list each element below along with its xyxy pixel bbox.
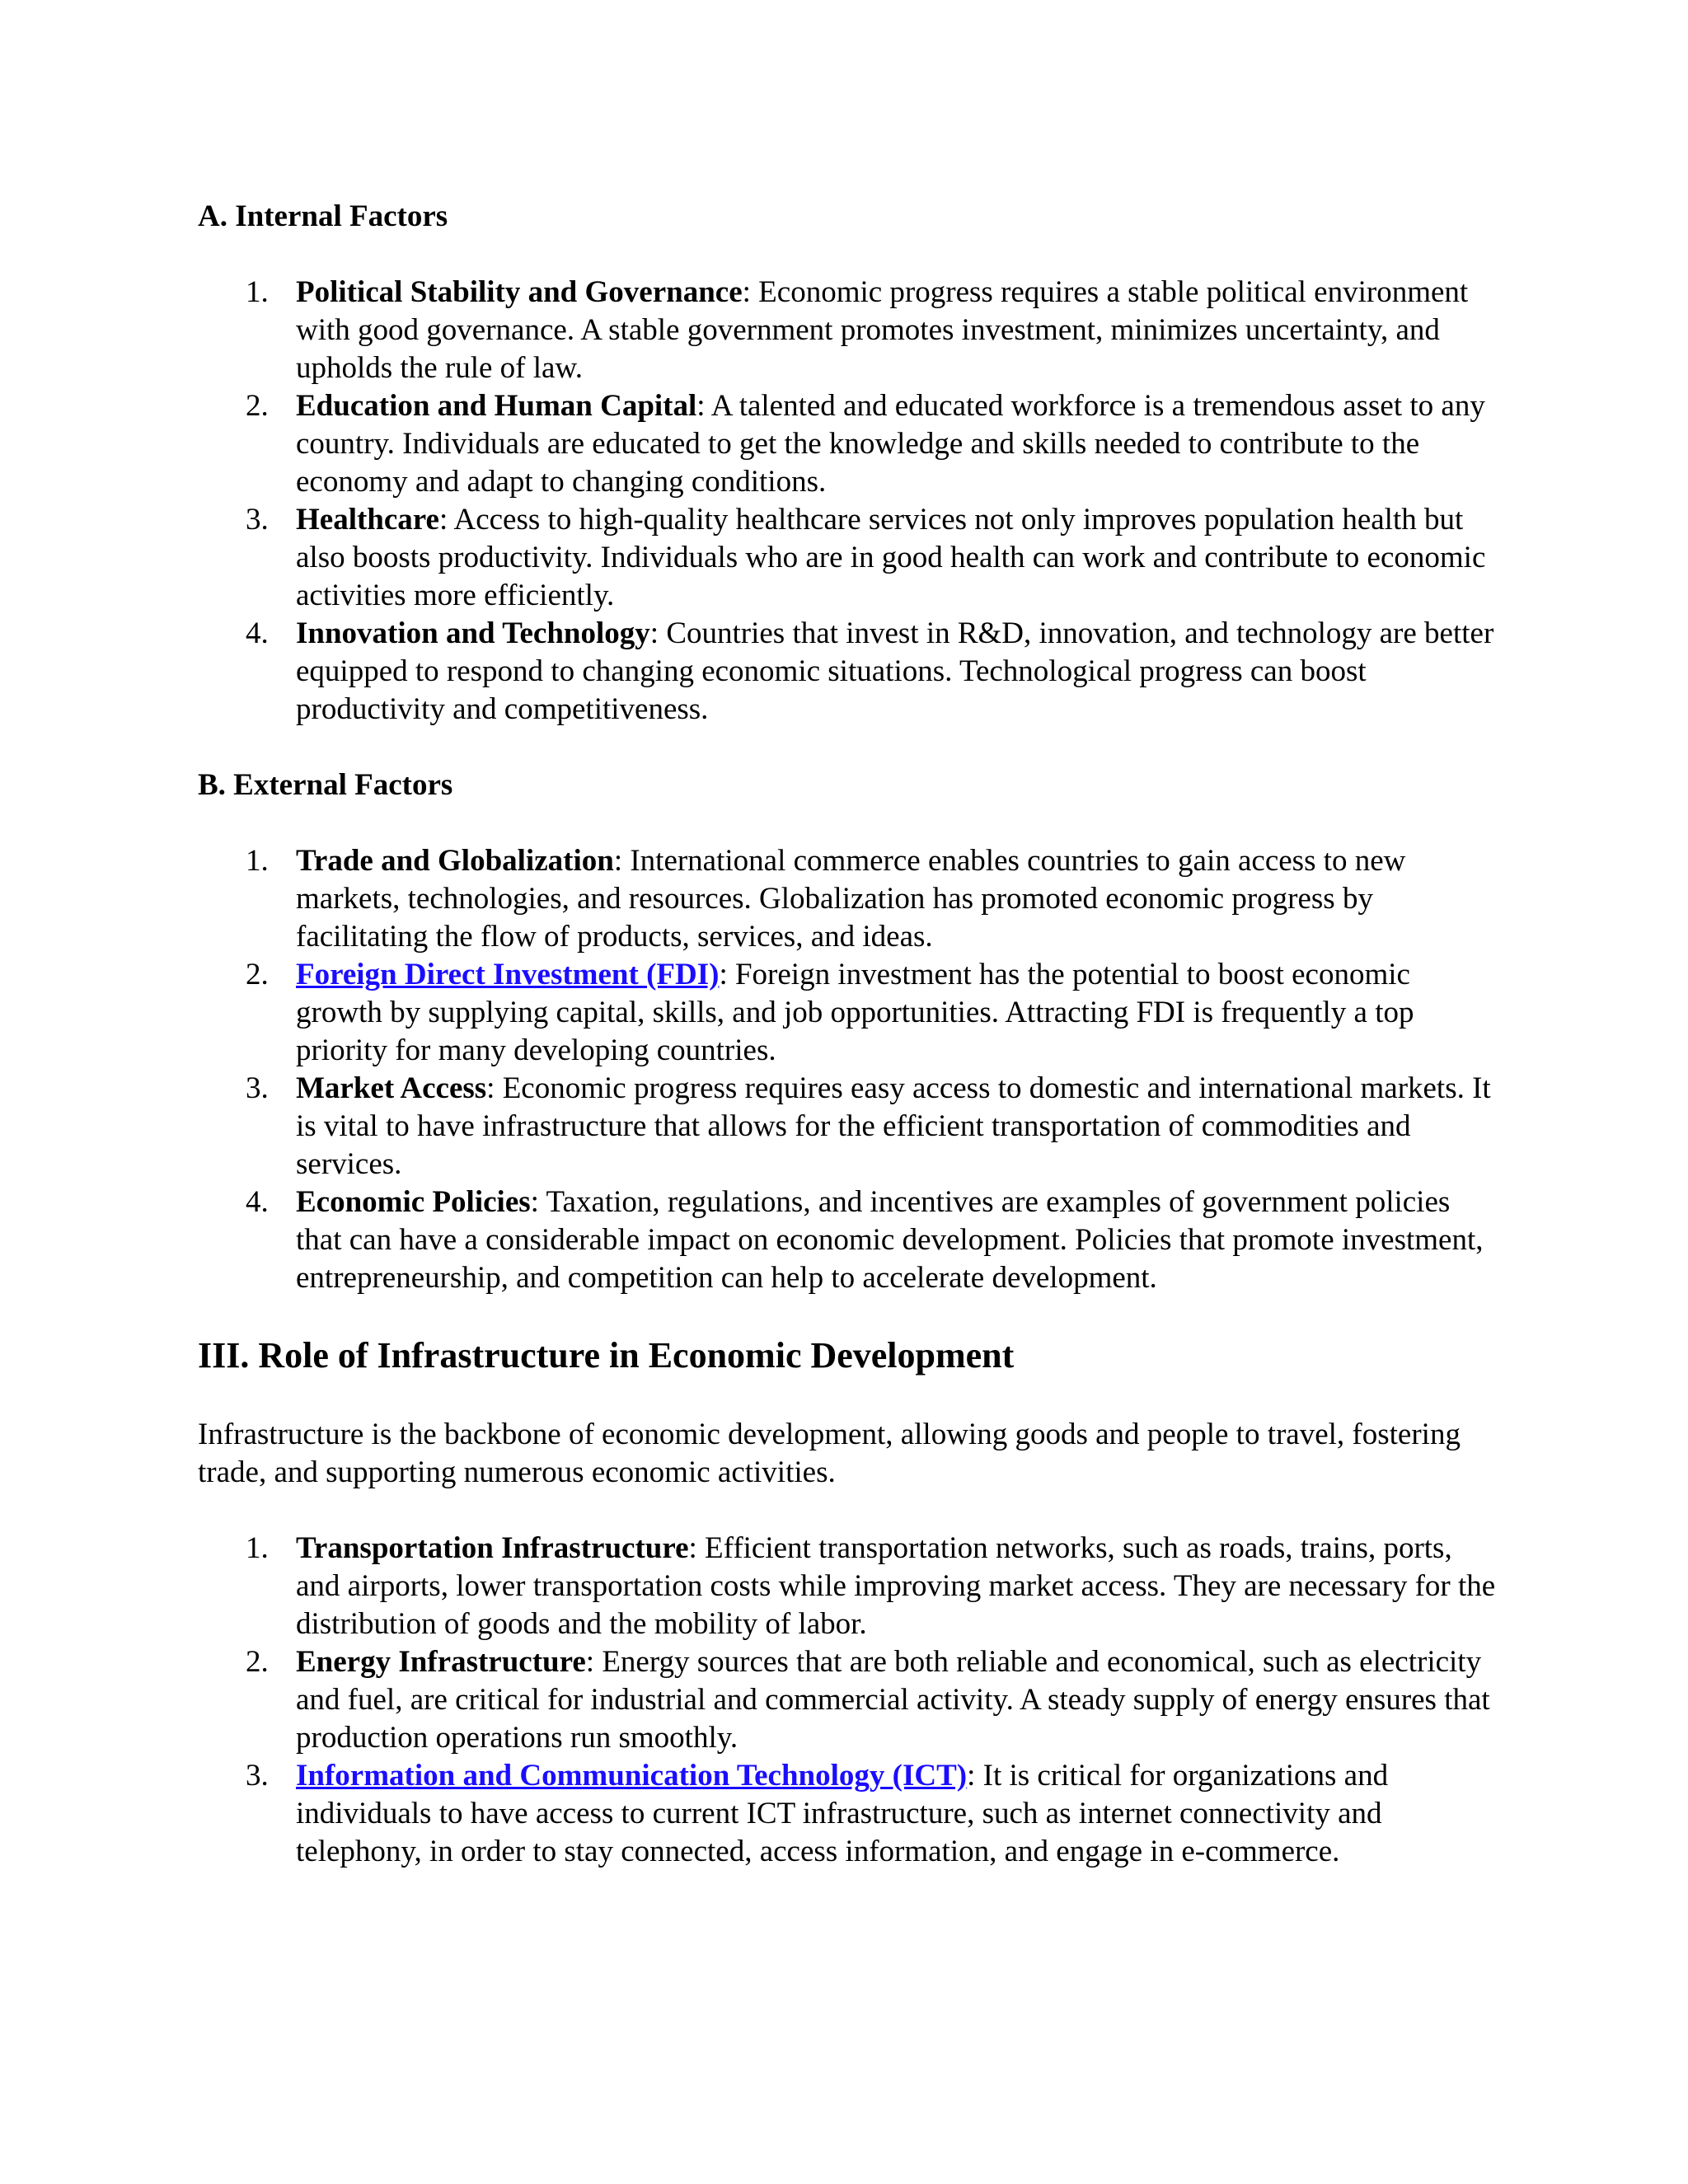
list-item: [198, 1643, 1500, 1757]
list-item: [198, 956, 1500, 1070]
ict-link[interactable]: Information and Communication Technology (ICT): [296, 1759, 968, 1793]
list-number: 4.: [246, 1185, 269, 1219]
factor-text: : Access to high-quality healthcare services not only improves population health but also boosts productivity. Individuals who are in good health can work and contribute to economic activities more efficiently.: [296, 503, 1486, 612]
external-factors-heading: B. External Factors: [198, 768, 453, 802]
external-factors-list: [198, 842, 1500, 1297]
factor-term: Innovation and Technology: [296, 616, 650, 650]
factor-text: : It is critical for organizations and individuals to have access to current ICT infrastructure, such as internet connectivity and telephony, in order to stay connected, access information, and engage in e-commerce.: [296, 1759, 1389, 1868]
list-item: [198, 1183, 1500, 1297]
factor-term: Transportation Infrastructure: [296, 1531, 689, 1565]
infrastructure-heading: III. Role of Infrastructure in Economic Development: [198, 1335, 1015, 1376]
list-item: [198, 1530, 1500, 1643]
factor-term: Market Access: [296, 1071, 487, 1105]
factor-text: : Foreign investment has the potential to boost economic growth by supplying capital, skills, and job opportunities. Attracting FDI is frequently a top priority for many developing countries.: [296, 958, 1414, 1067]
internal-factors-heading: A. Internal Factors: [198, 199, 448, 233]
factor-text: : Economic progress requires easy access to domestic and international markets. It is vital to have infrastructure that allows for the efficient transportation of commodities and services.: [296, 1071, 1491, 1181]
list-item: [198, 842, 1500, 956]
list-number: 1.: [246, 1531, 269, 1565]
list-number: 3.: [246, 1759, 269, 1793]
factor-text: : Efficient transportation networks, such as roads, trains, ports, and airports, lower transportation costs while improving market access. They are necessary for the distribution of goods and the mobility of labor.: [296, 1531, 1496, 1641]
factor-term: Trade and Globalization: [296, 844, 614, 878]
list-number: 2.: [246, 1645, 269, 1679]
infrastructure-intro: Infrastructure is the backbone of economic development, allowing goods and people to travel, fostering trade, and supporting numerous economic activities.: [198, 1418, 1461, 1489]
list-item: [198, 501, 1500, 615]
factor-term: Economic Policies: [296, 1185, 531, 1219]
factor-term: Healthcare: [296, 503, 439, 537]
list-item: [198, 387, 1500, 501]
list-number: 3.: [246, 1071, 269, 1105]
infrastructure-list: [198, 1530, 1500, 1871]
factor-text: : International commerce enables countries to gain access to new markets, technologies, and resources. Globalization has promoted economic progress by facilitating the flow of products, services, and ideas.: [296, 844, 1406, 954]
factor-text: : Energy sources that are both reliable and economical, such as electricity and fuel, are critical for industrial and commercial activity. A steady supply of energy ensures that production operations run smoothly.: [296, 1645, 1490, 1755]
factor-text: : Countries that invest in R&D, innovation, and technology are better equipped to respond to changing economic situations. Technological progress can boost productivity and competitiveness.: [296, 616, 1494, 726]
factor-text: : Taxation, regulations, and incentives are examples of government policies that can have a considerable impact on economic development. Policies that promote investment, entrepreneurship, and competition can help to accelerate development.: [296, 1185, 1484, 1295]
factor-text: : Economic progress requires a stable political environment with good governance. A stable government promotes investment, minimizes uncertainty, and upholds the rule of law.: [296, 275, 1469, 385]
factor-term: Education and Human Capital: [296, 389, 697, 423]
factor-term: Energy Infrastructure: [296, 1645, 586, 1679]
list-item: [198, 274, 1500, 387]
list-item: [198, 1070, 1500, 1183]
list-number: 4.: [246, 616, 269, 650]
factor-text: : A talented and educated workforce is a tremendous asset to any country. Individuals are educated to get the knowledge and skills needed to contribute to the economy and adapt to changing conditions.: [296, 389, 1485, 499]
list-number: 3.: [246, 503, 269, 537]
list-item: [198, 615, 1500, 729]
list-number: 2.: [246, 958, 269, 991]
internal-factors-list: [198, 274, 1500, 729]
document-page: [198, 198, 1500, 1871]
list-number: 2.: [246, 389, 269, 423]
fdi-link[interactable]: Foreign Direct Investment (FDI): [296, 958, 720, 991]
list-item: [198, 1757, 1500, 1871]
factor-term: Political Stability and Governance: [296, 275, 743, 309]
list-number: 1.: [246, 844, 269, 878]
list-number: 1.: [246, 275, 269, 309]
